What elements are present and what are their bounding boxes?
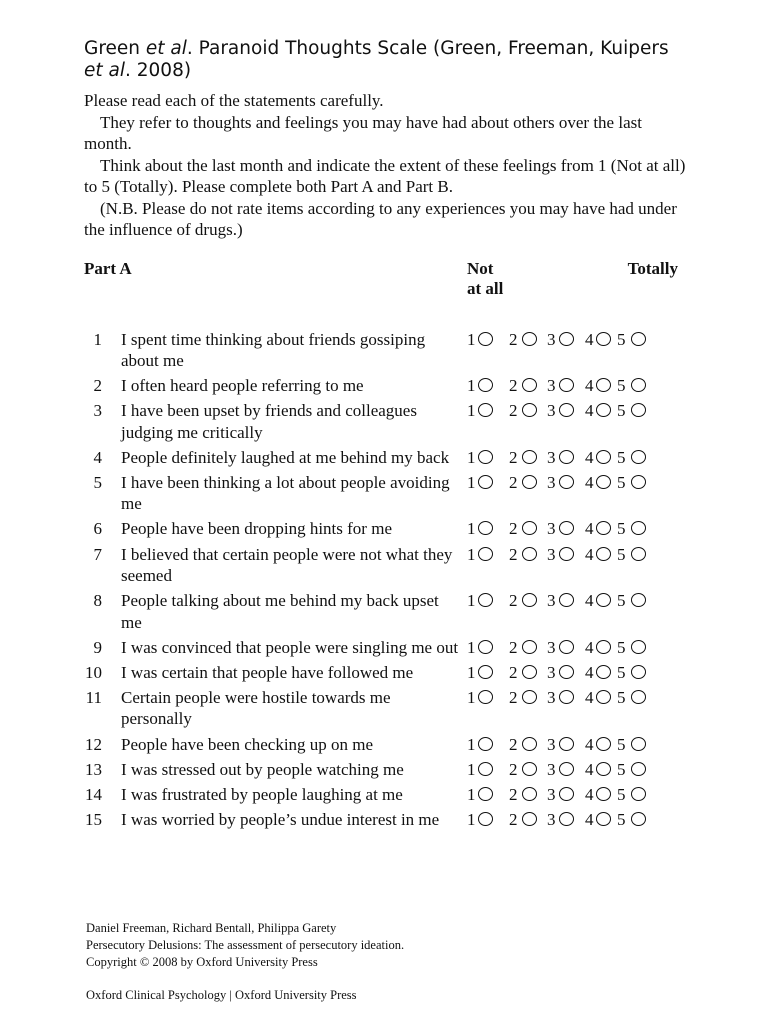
rating-label: 4 (585, 591, 594, 611)
rating-radio-2[interactable] (522, 665, 537, 679)
rating-radio-5[interactable] (631, 762, 646, 776)
rating-radio-4[interactable] (596, 690, 611, 704)
rating-label: 1 (467, 591, 476, 611)
rating-label: 2 (509, 329, 518, 349)
item-text: I was worried by people’s undue interest in me (121, 809, 440, 829)
item-number: 6 (93, 519, 102, 539)
part-label: Part A (84, 258, 132, 278)
rating-radio-2[interactable] (522, 332, 537, 346)
instructions (84, 90, 688, 241)
list-item (84, 662, 688, 684)
item-text: I spent time thinking about friends gossiping about me (121, 329, 426, 370)
rating-label: 5 (617, 376, 626, 396)
footer-authors: Daniel Freeman, Richard Bentall, Philippa Garety (86, 921, 337, 935)
item-text: I have been thinking a lot about people avoiding me (121, 472, 450, 514)
rating-label: 2 (509, 809, 518, 829)
rating-label: 4 (585, 472, 594, 492)
rating-radio-1[interactable] (478, 593, 493, 607)
rating-label: 1 (467, 447, 476, 467)
rating-radio-2[interactable] (522, 593, 537, 607)
rating-radio-3[interactable] (559, 547, 574, 561)
rating-radio-2[interactable] (522, 640, 537, 654)
rating-label: 5 (617, 662, 626, 682)
rating-label: 3 (547, 519, 556, 539)
rating-label: 1 (467, 519, 476, 539)
instruction-line: (N.B. Please do not rate items according to any experiences you may have had under the influence of drugs.) (84, 198, 677, 239)
rating-label: 3 (547, 784, 556, 804)
rating-label: 3 (547, 687, 556, 707)
title-et-al-2: et al (84, 60, 125, 81)
rating-label: 3 (547, 637, 556, 657)
list-item (84, 447, 688, 469)
rating-label: 4 (585, 637, 594, 657)
rating-radio-4[interactable] (596, 737, 611, 751)
rating-radio-1[interactable] (478, 378, 493, 392)
item-text: People have been checking up on me (121, 734, 374, 754)
rating-radio-5[interactable] (631, 665, 646, 679)
list-item (84, 687, 688, 730)
rating-radio-5[interactable] (631, 450, 646, 464)
rating-label: 1 (467, 759, 476, 779)
footer-publisher: Oxford Clinical Psychology | Oxford University Press (86, 988, 357, 1002)
footer-copyright: Copyright © 2008 by Oxford University Press (86, 955, 318, 969)
rating-label: 1 (467, 809, 476, 829)
rating-radio-5[interactable] (631, 640, 646, 654)
rating-radio-1[interactable] (478, 737, 493, 751)
rating-label: 5 (617, 784, 626, 804)
list-item (84, 518, 688, 540)
rating-radio-3[interactable] (559, 403, 574, 417)
rating-radio-2[interactable] (522, 787, 537, 801)
list-item (84, 590, 688, 633)
rating-label: 3 (547, 376, 556, 396)
item-number: 2 (93, 376, 102, 396)
footer-book: Persecutory Delusions: The assessment of persecutory ideation. (86, 938, 405, 952)
list-item (84, 472, 688, 515)
item-text: I was stressed out by people watching me (121, 759, 404, 779)
rating-radio-4[interactable] (596, 521, 611, 535)
item-number: 1 (93, 329, 102, 349)
instruction-line: Please read each of the statements carefully. (84, 91, 384, 110)
rating-radio-1[interactable] (478, 521, 493, 535)
rating-radio-4[interactable] (596, 332, 611, 346)
item-number: 7 (93, 544, 102, 564)
rating-label: 5 (617, 687, 626, 707)
rating-radio-4[interactable] (596, 640, 611, 654)
rating-label: 4 (585, 687, 594, 707)
rating-radio-1[interactable] (478, 450, 493, 464)
questionnaire-page (84, 38, 688, 834)
rating-radio-2[interactable] (522, 378, 537, 392)
list-item (84, 784, 688, 806)
rating-label: 5 (617, 401, 626, 421)
item-text: I was frustrated by people laughing at me (121, 784, 403, 804)
rating-label: 2 (509, 544, 518, 564)
rating-radio-4[interactable] (596, 762, 611, 776)
rating-label: 2 (509, 447, 518, 467)
rating-label: 1 (467, 329, 476, 349)
rating-radio-3[interactable] (559, 787, 574, 801)
rating-radio-2[interactable] (522, 690, 537, 704)
rating-radio-2[interactable] (522, 812, 537, 826)
rating-label: 3 (547, 472, 556, 492)
rating-radio-3[interactable] (559, 332, 574, 346)
item-text: I believed that certain people were not what they seemed (121, 544, 453, 586)
rating-radio-1[interactable] (478, 403, 493, 417)
rating-label: 5 (617, 519, 626, 539)
rating-radio-5[interactable] (631, 593, 646, 607)
list-item (84, 400, 688, 443)
rating-radio-4[interactable] (596, 475, 611, 489)
rating-label: 4 (585, 759, 594, 779)
rating-radio-3[interactable] (559, 665, 574, 679)
rating-radio-5[interactable] (631, 521, 646, 535)
rating-radio-5[interactable] (631, 475, 646, 489)
rating-label: 3 (547, 759, 556, 779)
rating-radio-3[interactable] (559, 521, 574, 535)
rating-label: 4 (585, 662, 594, 682)
rating-label: 2 (509, 401, 518, 421)
item-text: Certain people were hostile towards me personally (121, 687, 391, 729)
rating-radio-4[interactable] (596, 787, 611, 801)
rating-label: 4 (585, 734, 594, 754)
rating-radio-4[interactable] (596, 812, 611, 826)
item-number: 14 (85, 784, 102, 804)
rating-label: 4 (585, 544, 594, 564)
rating-label: 3 (547, 401, 556, 421)
item-list (84, 329, 688, 831)
instruction-line: They refer to thoughts and feelings you may have had about others over the last month. (84, 112, 642, 153)
rating-label: 4 (585, 809, 594, 829)
rating-label: 1 (467, 687, 476, 707)
rating-label: 5 (617, 447, 626, 467)
rating-label: 2 (509, 591, 518, 611)
rating-radio-4[interactable] (596, 547, 611, 561)
rating-label: 3 (547, 447, 556, 467)
rating-label: 4 (585, 401, 594, 421)
item-number: 8 (93, 591, 102, 611)
rating-radio-1[interactable] (478, 690, 493, 704)
rating-radio-1[interactable] (478, 332, 493, 346)
rating-label: 3 (547, 809, 556, 829)
rating-radio-5[interactable] (631, 787, 646, 801)
rating-radio-5[interactable] (631, 378, 646, 392)
title-author: Green (84, 38, 146, 59)
item-number: 11 (85, 687, 102, 707)
list-item (84, 375, 688, 397)
rating-label: 2 (509, 519, 518, 539)
not-at-all-label: Not at all (467, 258, 504, 298)
rating-radio-3[interactable] (559, 378, 574, 392)
rating-radio-3[interactable] (559, 593, 574, 607)
rating-label: 5 (617, 472, 626, 492)
rating-radio-2[interactable] (522, 521, 537, 535)
item-text: I was convinced that people were singling me out (121, 637, 459, 657)
rating-label: 4 (585, 784, 594, 804)
rating-label: 2 (509, 637, 518, 657)
rating-radio-1[interactable] (478, 640, 493, 654)
rating-radio-5[interactable] (631, 403, 646, 417)
rating-radio-3[interactable] (559, 450, 574, 464)
rating-label: 1 (467, 662, 476, 682)
rating-label: 4 (585, 519, 594, 539)
item-text: People have been dropping hints for me (121, 519, 392, 539)
list-item (84, 734, 688, 756)
list-item (84, 329, 688, 372)
footer (86, 920, 404, 1004)
item-number: 10 (85, 662, 102, 682)
list-item (84, 809, 688, 831)
title-et-al: et al (145, 38, 187, 59)
rating-radio-2[interactable] (522, 403, 537, 417)
rating-label: 5 (617, 809, 626, 829)
page-title (84, 38, 688, 82)
rating-radio-1[interactable] (478, 812, 493, 826)
rating-label: 3 (547, 329, 556, 349)
rating-radio-2[interactable] (522, 762, 537, 776)
rating-radio-4[interactable] (596, 665, 611, 679)
rating-radio-3[interactable] (559, 640, 574, 654)
rating-radio-5[interactable] (631, 690, 646, 704)
rating-radio-1[interactable] (478, 475, 493, 489)
list-item (84, 637, 688, 659)
rating-radio-5[interactable] (631, 547, 646, 561)
title-scale-name: . Paranoid Thoughts Scale (Green, Freeman, Kuipers (186, 38, 669, 59)
rating-label: 5 (617, 329, 626, 349)
rating-label: 5 (617, 544, 626, 564)
rating-radio-3[interactable] (559, 762, 574, 776)
rating-label: 1 (467, 544, 476, 564)
item-text: I often heard people referring to me (121, 376, 364, 396)
rating-radio-5[interactable] (631, 332, 646, 346)
rating-radio-1[interactable] (478, 547, 493, 561)
rating-radio-2[interactable] (522, 450, 537, 464)
item-number: 4 (93, 447, 102, 467)
rating-radio-2[interactable] (522, 475, 537, 489)
rating-label: 3 (547, 544, 556, 564)
item-number: 9 (93, 637, 102, 657)
rating-label: 2 (509, 784, 518, 804)
rating-label: 3 (547, 734, 556, 754)
rating-radio-5[interactable] (631, 812, 646, 826)
rating-label: 1 (467, 734, 476, 754)
rating-label: 3 (547, 662, 556, 682)
scale-header (84, 259, 688, 329)
rating-label: 5 (617, 734, 626, 754)
rating-label: 4 (585, 329, 594, 349)
rating-radio-5[interactable] (631, 737, 646, 751)
rating-label: 1 (467, 401, 476, 421)
rating-radio-4[interactable] (596, 378, 611, 392)
rating-label: 1 (467, 472, 476, 492)
rating-label: 2 (509, 376, 518, 396)
rating-radio-2[interactable] (522, 547, 537, 561)
item-number: 3 (93, 401, 102, 421)
rating-label: 2 (509, 472, 518, 492)
rating-label: 5 (617, 637, 626, 657)
rating-label: 2 (509, 687, 518, 707)
rating-label: 1 (467, 784, 476, 804)
rating-label: 2 (509, 759, 518, 779)
rating-radio-3[interactable] (559, 812, 574, 826)
rating-label: 4 (585, 376, 594, 396)
title-year: . 2008) (125, 60, 192, 81)
totally-label: Totally (627, 258, 678, 278)
item-number: 5 (93, 472, 102, 492)
item-text: People definitely laughed at me behind my back (121, 447, 450, 467)
rating-radio-3[interactable] (559, 737, 574, 751)
item-number: 13 (85, 759, 102, 779)
rating-radio-1[interactable] (478, 665, 493, 679)
list-item (84, 544, 688, 587)
rating-label: 4 (585, 447, 594, 467)
rating-radio-4[interactable] (596, 403, 611, 417)
rating-radio-4[interactable] (596, 593, 611, 607)
rating-label: 2 (509, 734, 518, 754)
rating-radio-4[interactable] (596, 450, 611, 464)
rating-label: 1 (467, 637, 476, 657)
item-text: People talking about me behind my back upset me (121, 591, 439, 632)
item-text: I was certain that people have followed me (121, 662, 414, 682)
item-number: 15 (85, 809, 102, 829)
rating-label: 5 (617, 759, 626, 779)
list-item (84, 759, 688, 781)
rating-label: 3 (547, 591, 556, 611)
rating-radio-3[interactable] (559, 690, 574, 704)
rating-radio-2[interactable] (522, 737, 537, 751)
item-text: I have been upset by friends and colleagues judging me critically (121, 401, 417, 442)
rating-radio-3[interactable] (559, 475, 574, 489)
rating-radio-1[interactable] (478, 787, 493, 801)
rating-label: 2 (509, 662, 518, 682)
item-number: 12 (85, 734, 102, 754)
rating-label: 1 (467, 376, 476, 396)
instruction-line: Think about the last month and indicate the extent of these feelings from 1 (Not at all) to 5 (Totally). Please complete both Part A and Part B. (84, 155, 686, 196)
rating-label: 5 (617, 591, 626, 611)
rating-radio-1[interactable] (478, 762, 493, 776)
